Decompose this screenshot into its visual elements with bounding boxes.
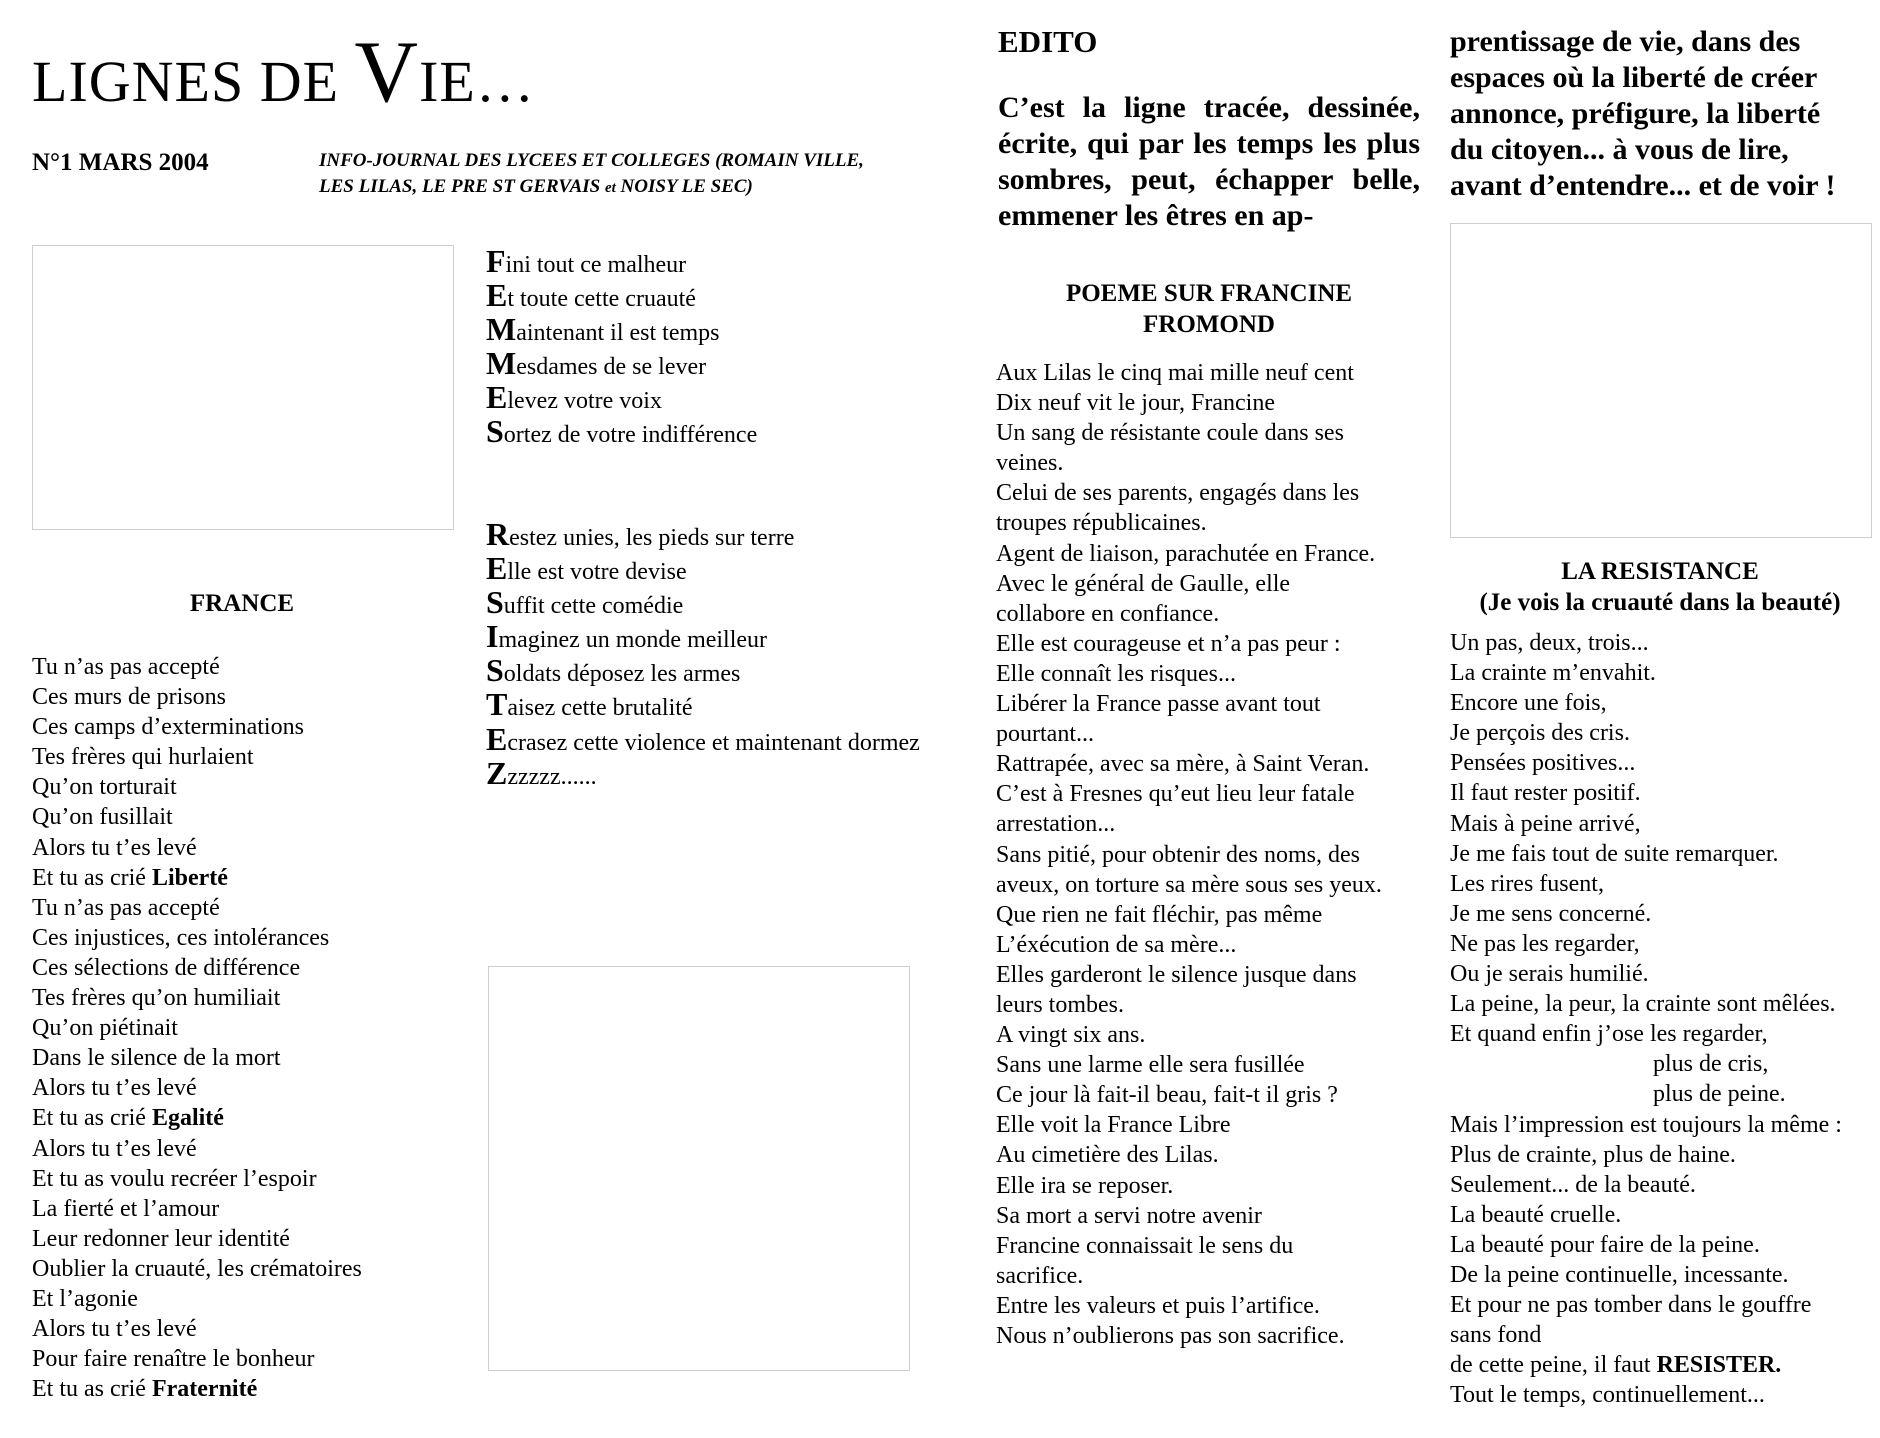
france-poem-line	[32, 1194, 362, 1224]
france-poem-line-text: Pour faire renaître le bonheur	[32, 1346, 315, 1373]
francine-poem-line: Ce jour là fait-il beau, fait-t il gris ?	[996, 1082, 1338, 1109]
france-poem-line-text: Qu’on fusillait	[32, 804, 173, 831]
france-poem-line	[32, 772, 362, 802]
france-poem-line-text: Ces injustices, ces intolérances	[32, 924, 330, 951]
acrostic-initial: E	[486, 379, 508, 416]
resistance-poem-line-text: De la peine continuelle, incessante.	[1450, 1261, 1789, 1288]
france-poem-line	[32, 712, 362, 742]
francine-poem-line: Avec le général de Gaulle, elle	[996, 570, 1291, 597]
edito-continuation-line: annonce, préfigure, la liberté	[1450, 97, 1821, 130]
resistance-poem-line	[1450, 869, 1842, 899]
france-poem-line	[32, 682, 362, 712]
acrostic-initial: E	[486, 720, 508, 757]
resistance-poem-line	[1450, 1290, 1842, 1320]
francine-poem-line: collabore en confiance.	[996, 600, 1220, 627]
francine-poem-line: leurs tombes.	[996, 991, 1124, 1018]
resistance-poem-line	[1450, 899, 1842, 929]
france-poem-line	[32, 923, 362, 953]
france-poem-line	[32, 953, 362, 983]
france-poem-line	[32, 1224, 362, 1254]
resistance-poem-title	[1450, 556, 1870, 618]
resistance-poem-line	[1450, 1380, 1842, 1410]
resistance-poem-line-text: La beauté pour faire de la peine.	[1450, 1231, 1760, 1258]
francine-poem-line: Rattrapée, avec sa mère, à Saint Veran.	[996, 751, 1370, 778]
france-poem-line-text: Ces murs de prisons	[32, 684, 226, 711]
france-poem-line-emphasis: Fraternité	[151, 1376, 258, 1403]
resistance-poem-line	[1450, 1320, 1842, 1350]
photo-placeholder-2	[488, 966, 910, 1371]
resistance-poem-line-text: Et pour ne pas tomber dans le gouffre	[1450, 1292, 1812, 1319]
francine-title-line-2: FROMOND	[1143, 311, 1275, 338]
france-poem-line	[32, 1314, 362, 1344]
france-poem-line	[32, 1073, 362, 1103]
france-poem-line	[32, 863, 362, 893]
francine-poem-line: Celui de ses parents, engagés dans les	[996, 480, 1360, 507]
resistance-poem-line-text: La beauté cruelle.	[1450, 1201, 1622, 1228]
resistance-poem-line	[1450, 1170, 1842, 1200]
resistance-poem-line-text: Un pas, deux, trois...	[1450, 630, 1649, 656]
francine-poem-line: A vingt six ans.	[996, 1022, 1146, 1049]
resistance-poem-line	[1450, 1350, 1842, 1380]
resistance-poem-line-text: Pensées positives...	[1450, 750, 1636, 777]
masthead-rest-2: IE…	[419, 49, 535, 114]
acrostic-resistez	[486, 516, 920, 792]
tagline	[319, 148, 864, 201]
tagline-part-small: et	[604, 180, 616, 196]
acrostic-initial: Z	[486, 754, 508, 791]
tagline-part: LES LILAS, LE PRE ST GERVAIS	[319, 176, 605, 197]
resistance-poem-line	[1450, 688, 1842, 718]
issue-number: N°1 MARS 2004	[32, 149, 209, 176]
resistance-poem-line	[1450, 959, 1842, 989]
francine-poem-line: aveux, on torture sa mère sous ses yeux.	[996, 871, 1382, 898]
resistance-poem-line-text: Mais l’impression est toujours la même :	[1450, 1111, 1842, 1138]
tagline-line-1: INFO-JOURNAL DES LYCEES ET COLLEGES (ROMAIN VILLE,	[319, 150, 864, 171]
acrostic-initial: R	[486, 516, 510, 552]
francine-poem-line: Sans une larme elle sera fusillée	[996, 1052, 1305, 1079]
francine-poem-line: Aux Lilas le cinq mai mille neuf cent	[996, 360, 1354, 386]
resistance-poem-line	[1450, 929, 1842, 959]
edito-continuation-line: avant d’entendre... et de voir !	[1450, 169, 1836, 202]
resistance-poem-line	[1450, 748, 1842, 778]
resistance-poem-line-text: Je me fais tout de suite remarquer.	[1450, 840, 1779, 867]
resistance-poem-line-text: Je me sens concerné.	[1450, 900, 1652, 927]
tagline-part: NOISY LE SEC)	[615, 176, 753, 197]
france-poem-line-text: Leur redonner leur identité	[32, 1225, 290, 1252]
acrostic-initial: E	[486, 550, 508, 587]
france-poem-line	[32, 802, 362, 832]
francine-poem-title	[998, 278, 1420, 340]
acrostic-line	[486, 720, 920, 758]
acrostic-initial: S	[486, 584, 504, 621]
france-poem-line	[32, 652, 362, 682]
resistance-poem-line	[1450, 1049, 1842, 1079]
resistance-poem-line-text: Ou je serais humilié.	[1450, 961, 1649, 988]
edito-continuation-line: du citoyen... à vous de lire,	[1450, 133, 1789, 166]
photo-placeholder-3	[1450, 223, 1872, 538]
france-poem-line	[32, 983, 362, 1013]
francine-poem-line: pourtant...	[996, 721, 1094, 748]
france-poem-line	[32, 742, 362, 772]
francine-poem-line: Au cimetière des Lilas.	[996, 1142, 1219, 1169]
france-poem-line	[32, 1254, 362, 1284]
masthead-cap-l: L	[32, 49, 69, 114]
acrostic-line-text: levez votre voix	[507, 388, 662, 415]
francine-poem-line: sacrifice.	[996, 1262, 1084, 1289]
acrostic-line-text: uffit cette comédie	[503, 593, 684, 620]
francine-poem-line: Sa mort a servi notre avenir	[996, 1202, 1262, 1229]
acrostic-line-text: estez unies, les pieds sur terre	[509, 525, 795, 551]
photo-placeholder-1	[32, 245, 454, 530]
france-poem-line-text: Qu’on piétinait	[32, 1015, 178, 1042]
resistance-poem-line	[1450, 1140, 1842, 1170]
edito-continuation-line: prentissage de vie, dans des	[1450, 25, 1801, 58]
resistance-poem-line-text: plus de cris,	[1653, 1051, 1769, 1078]
acrostic-line	[486, 311, 757, 348]
resistance-poem-line	[1450, 1019, 1842, 1049]
france-poem-title: FRANCE	[189, 590, 295, 617]
france-poem-line-text: Alors tu t’es levé	[32, 1075, 197, 1102]
france-poem-line-text: Alors tu t’es levé	[32, 1135, 197, 1162]
resistance-poem-line-text: de cette peine, il faut	[1450, 1352, 1657, 1379]
acrostic-initial: S	[486, 413, 504, 450]
france-poem-line-text: Tes frères qui hurlaient	[32, 744, 254, 771]
resistance-poem-line	[1450, 1230, 1842, 1260]
acrostic-line-text: t toute cette cruauté	[507, 286, 696, 313]
france-poem-line	[32, 893, 362, 923]
francine-poem-line: veines.	[996, 450, 1064, 477]
francine-poem-line: troupes républicaines.	[996, 510, 1207, 537]
france-poem	[32, 652, 362, 1404]
francine-poem-line: Nous n’oublierons pas son sacrifice.	[996, 1323, 1345, 1349]
france-poem-line-emphasis: Liberté	[151, 864, 228, 891]
france-poem-line	[32, 1284, 362, 1314]
edito-continuation	[1450, 24, 1870, 204]
france-poem-line-text: Et tu as voulu recréer l’espoir	[32, 1165, 317, 1192]
acrostic-initial: M	[486, 311, 517, 348]
acrostic-line	[486, 345, 757, 382]
acrostic-line-text: esdames de se lever	[516, 354, 707, 381]
acrostic-line-text: crasez cette violence et maintenant dormez	[507, 729, 920, 756]
acrostic-line	[486, 618, 920, 655]
france-poem-line	[32, 1134, 362, 1164]
resistance-poem-line	[1450, 1200, 1842, 1230]
francine-poem-line: Sans pitié, pour obtenir des noms, des	[996, 841, 1360, 868]
france-poem-line	[32, 1103, 362, 1133]
francine-poem-line: arrestation...	[996, 811, 1116, 838]
francine-poem-line: Francine connaissait le sens du	[996, 1232, 1294, 1259]
francine-poem-line: Un sang de résistante coule dans ses	[996, 420, 1344, 447]
tagline-line-2	[319, 174, 864, 201]
resistance-poem-line-text: sans fond	[1450, 1322, 1542, 1349]
edito-label: EDITO	[998, 24, 1098, 59]
resistance-poem-line-text: La peine, la peur, la crainte sont mêlées.	[1450, 991, 1836, 1018]
acrostic-femmes	[486, 243, 758, 451]
acrostic-line	[486, 243, 757, 280]
acrostic-line-text: zzzzz......	[507, 763, 597, 790]
france-poem-line	[32, 833, 362, 863]
acrostic-line-text: aintenant il est temps	[516, 320, 720, 347]
france-poem-line-text: La fierté et l’amour	[32, 1195, 220, 1222]
resistance-poem-line	[1450, 778, 1842, 808]
acrostic-line	[486, 652, 920, 689]
resistance-poem-line-emphasis: RESISTER.	[1656, 1352, 1782, 1379]
masthead-rest-1: IGNES DE	[68, 49, 355, 114]
france-poem-line-text: Tu n’as pas accepté	[32, 654, 220, 680]
france-poem-line-text: Dans le silence de la mort	[32, 1045, 281, 1072]
resistance-poem-line-text: Il faut rester positif.	[1450, 780, 1641, 807]
acrostic-line-text: ortez de votre indifférence	[503, 422, 758, 449]
francine-poem-line: Dix neuf vit le jour, Francine	[996, 390, 1275, 417]
francine-poem-line: Libérer la France passe avant tout	[996, 691, 1321, 718]
francine-poem-line: Que rien ne fait fléchir, pas même	[996, 901, 1323, 928]
acrostic-line-text: lle est votre devise	[507, 559, 687, 586]
francine-poem-line: C’est à Fresnes qu’eut lieu leur fatale	[996, 781, 1355, 808]
acrostic-line	[486, 584, 920, 621]
france-poem-line-text: Et tu as crié	[32, 1105, 152, 1132]
francine-poem-line: Elle est courageuse et n’a pas peur :	[996, 630, 1341, 657]
francine-poem-line: Entre les valeurs et puis l’artifice.	[996, 1292, 1320, 1319]
acrostic-line	[486, 413, 758, 450]
france-poem-line	[32, 1344, 362, 1374]
resistance-poem-line	[1450, 1260, 1842, 1290]
resistance-poem-line-text: Plus de crainte, plus de haine.	[1450, 1141, 1736, 1168]
resistance-title-line-1: LA RESISTANCE	[1561, 558, 1759, 585]
france-poem-line	[32, 1043, 362, 1073]
francine-title-line-1: POEME SUR FRANCINE	[1065, 280, 1353, 307]
resistance-poem-line-text: plus de peine.	[1653, 1081, 1786, 1108]
acrostic-line	[486, 550, 920, 587]
acrostic-line-text: oldats déposez les armes	[503, 661, 741, 688]
resistance-poem	[1450, 628, 1842, 1410]
masthead-cap-v: V	[354, 24, 420, 121]
francine-poem-line: Agent de liaison, parachutée en France.	[996, 540, 1376, 567]
france-poem-line-text: Alors tu t’es levé	[32, 1316, 197, 1343]
acrostic-initial: E	[486, 277, 508, 314]
acrostic-initial: T	[486, 686, 508, 723]
edito-text: C’est la ligne tracée, dessinée, écrite, qui par les temps les plus sombres, peut, échapper belle, emmener les êtres en ap-	[998, 91, 1420, 232]
resistance-poem-line-text: Encore une fois,	[1450, 690, 1607, 717]
resistance-poem-line	[1450, 1079, 1842, 1109]
france-poem-line-text: Alors tu t’es levé	[32, 834, 197, 861]
france-poem-line-text: Ces camps d’exterminations	[32, 714, 304, 741]
acrostic-line-text: aisez cette brutalité	[507, 695, 693, 722]
masthead-title	[32, 20, 535, 126]
resistance-poem-line	[1450, 809, 1842, 839]
acrostic-line	[486, 686, 920, 723]
resistance-poem-line	[1450, 658, 1842, 688]
france-poem-line-text: Et tu as crié	[32, 1376, 152, 1403]
france-poem-line-emphasis: Egalité	[151, 1105, 224, 1132]
france-poem-line-text: Tes frères qu’on humiliait	[32, 985, 281, 1012]
acrostic-initial: I	[486, 618, 499, 655]
francine-poem	[996, 358, 1382, 1351]
resistance-poem-line-text: Mais à peine arrivé,	[1450, 810, 1641, 837]
france-poem-line-text: Ces sélections de différence	[32, 954, 301, 981]
acrostic-line	[486, 379, 757, 416]
france-poem-line-text: Qu’on torturait	[32, 774, 177, 801]
acrostic-line	[486, 754, 920, 792]
resistance-poem-line-text: Je perçois des cris.	[1450, 720, 1630, 747]
edito-continuation-line: espaces où la liberté de créer	[1450, 61, 1818, 94]
francine-poem-line: Elle connaît les risques...	[996, 660, 1236, 687]
acrostic-line	[486, 277, 757, 314]
acrostic-line-text: maginez un monde meilleur	[498, 627, 768, 654]
france-poem-line-text: Et l’agonie	[32, 1285, 138, 1312]
france-poem-line	[32, 1374, 362, 1404]
francine-poem-line: L’éxécution de sa mère...	[996, 931, 1237, 958]
resistance-poem-line	[1450, 718, 1842, 748]
francine-poem-line: Elle ira se reposer.	[996, 1172, 1174, 1199]
francine-poem-line: Elles garderont le silence jusque dans	[996, 961, 1357, 988]
resistance-poem-line	[1450, 1110, 1842, 1140]
resistance-poem-line-text: Seulement... de la beauté.	[1450, 1171, 1696, 1198]
resistance-poem-line-text: Tout le temps, continuellement...	[1450, 1382, 1765, 1409]
resistance-poem-line-text: Les rires fusent,	[1450, 870, 1604, 897]
acrostic-line	[486, 516, 920, 553]
france-poem-line-text: Et tu as crié	[32, 864, 152, 891]
acrostic-line-text: ini tout ce malheur	[505, 252, 687, 278]
acrostic-initial: S	[486, 652, 504, 689]
resistance-poem-line	[1450, 989, 1842, 1019]
france-poem-line	[32, 1164, 362, 1194]
france-poem-line-text: Tu n’as pas accepté	[32, 894, 220, 921]
resistance-poem-line	[1450, 628, 1842, 658]
resistance-title-line-2: (Je vois la cruauté dans la beauté)	[1479, 589, 1841, 616]
france-poem-line-text: Oublier la cruauté, les crématoires	[32, 1255, 362, 1282]
resistance-poem-line-text: Ne pas les regarder,	[1450, 930, 1640, 957]
resistance-poem-line-text: Et quand enfin j’ose les regarder,	[1450, 1021, 1768, 1048]
francine-poem-line: Elle voit la France Libre	[996, 1112, 1231, 1139]
resistance-poem-line	[1450, 839, 1842, 869]
resistance-poem-line-text: La crainte m’envahit.	[1450, 660, 1656, 687]
france-poem-line	[32, 1013, 362, 1043]
acrostic-initial: M	[486, 345, 517, 382]
acrostic-initial: F	[486, 243, 506, 279]
